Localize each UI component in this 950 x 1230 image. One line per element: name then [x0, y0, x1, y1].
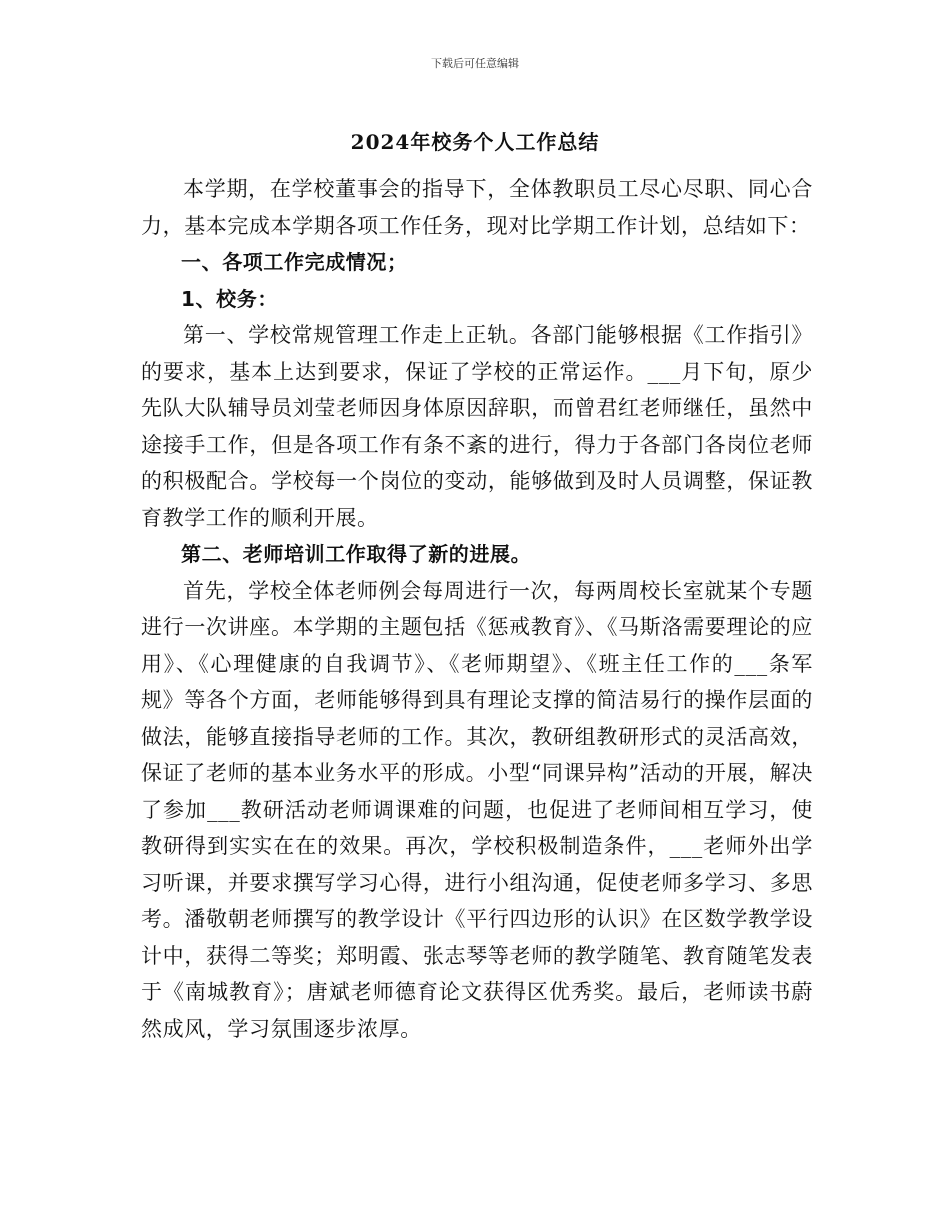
point2-heading: 第二、老师培训工作取得了新的进展。	[181, 542, 532, 566]
intro-paragraph: 本学期，在学校董事会的指导下，全体教职员工尽心尽职、同心合力，基本完成本学期各项工作任务，现对比学期工作计划，总结如下：	[141, 177, 813, 238]
section-heading-work-completion: 一、各项工作完成情况；	[181, 250, 408, 274]
document-title: 2024年校务个人工作总结	[350, 130, 600, 154]
document-body	[141, 171, 813, 1047]
subsection-heading-school-affairs: 1、校务：	[181, 286, 278, 311]
point1-paragraph: 第一、学校常规管理工作走上正轨。各部门能够根据《工作指引》的要求，基本上达到要求，保证了学校的正常运作。___月下旬，原少先队大队辅导员刘莹老师因身体原因辞职，而曾君红老师继任，虽然中途接手工作，但是各项工作有条不紊的进行，得力于各部门各岗位老师的积极配合。学校每一个岗位的变动，能够做到及时人员调整，保证教育教学工作的顺利开展。	[141, 323, 813, 530]
header-note: 下载后可任意编辑	[431, 57, 519, 70]
point2-paragraph: 首先，学校全体老师例会每周进行一次，每两周校长室就某个专题进行一次讲座。本学期的主题包括《惩戒教育》、《马斯洛需要理论的应用》、《心理健康的自我调节》、《老师期望》、《班主任工作的___条军规》等各个方面，老师能够得到具有理论支撑的简洁易行的操作层面的做法，能够直接指导老师的工作。其次，教研组教研形式的灵活高效，保证了老师的基本业务水平的形成。小型“同课异构”活动的开展，解决了参加___教研活动老师调课难的问题，也促进了老师间相互学习，使教研得到实实在在的效果。再次，学校积极制造条件，___老师外出学习听课，并要求撰写学习心得，进行小组沟通，促使老师多学习、多思考。潘敬朝老师撰写的教学设计《平行四边形的认识》在区数学教学设计中，获得二等奖；郑明霞、张志琴等老师的教学随笔、教育随笔发表于《南城教育》；唐斌老师德育论文获得区优秀奖。最后，老师读书蔚然成风，学习氛围逐步浓厚。	[141, 578, 813, 1041]
